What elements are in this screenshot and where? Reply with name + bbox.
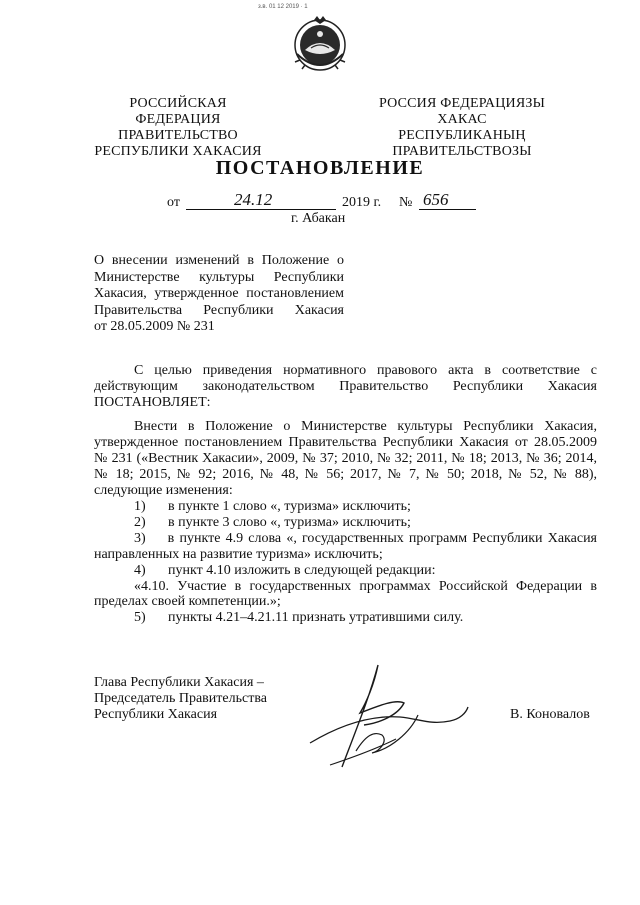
list-item-text: в пункте 4.9 слова «, государственных программ Республики Хакасия направленных на развитие туризма» исключить; xyxy=(94,530,597,562)
position-line-2: Председатель Правительства xyxy=(94,691,267,706)
header-right-line-3: ПРАВИТЕЛЬСТВОЗЫ xyxy=(392,144,532,159)
date-handwritten: 24.12 xyxy=(234,190,273,209)
registration-mark: з.в. 01 12 2019 · 1 xyxy=(258,4,308,10)
handwritten-signature xyxy=(300,655,470,780)
position-line-1: Глава Республики Хакасия – xyxy=(94,675,264,690)
date-prefix: от xyxy=(167,195,180,210)
subject-line-4: Правительства Республики Хакасия xyxy=(94,302,344,318)
signatory-name: В. Коновалов xyxy=(510,707,590,722)
list-item-number: 1) xyxy=(134,499,146,514)
header-russian xyxy=(88,96,268,160)
list-item-text: пункты 4.21–4.21.11 признать утратившими силу. xyxy=(168,610,464,626)
signatory-position xyxy=(94,675,267,723)
list-item-text: в пункте 3 слово «, туризма» исключить; xyxy=(168,514,411,530)
subject-line-3: Хакасия, утвержденное постановлением xyxy=(94,286,344,302)
subject-line-5: от 28.05.2009 № 231 xyxy=(94,319,215,335)
number-handwritten: 656 xyxy=(423,190,449,209)
header-right-line-1: РОССИЯ ФЕДЕРАЦИЯЗЫ xyxy=(378,96,546,111)
header-khakas xyxy=(376,96,548,160)
header-left-line-3: РЕСПУБЛИКИ ХАКАСИЯ xyxy=(94,144,262,159)
list-item-number: 2) xyxy=(134,514,146,530)
list-item xyxy=(94,610,597,626)
list-item-number: 3) xyxy=(134,530,146,546)
list-item-number: 5) xyxy=(134,610,146,626)
body-main-paragraph xyxy=(94,419,597,499)
list-item xyxy=(94,563,597,579)
date-year: 2019 г. xyxy=(342,195,382,210)
changes-list xyxy=(94,499,597,626)
number-sign: № xyxy=(399,195,413,210)
intro-text: С целью приведения нормативного правового акта в соответствие с действующим законодательством Правительство Республики Хакасия ПОСТАНОВЛЯЕТ: xyxy=(94,363,597,410)
main-text: Внести в Положение о Министерстве культуры Республики Хакасия, утвержденное постановлением Правительства Республики Хакасия от 28.05.2009 № 231 («Вестник Хакасии», 2009, № 37; 2010, № 32; 2011, № 18; 2013, № 36; 2014, № 18; 2015, № 92; 2016, № 48, № 56; 2017, № 7, № 50; 2018, № 52, № 88), следующие изменения: xyxy=(94,419,597,498)
header-left-line-2: ПРАВИТЕЛЬСТВО xyxy=(118,128,238,143)
list-item-text: в пункте 1 слово «, туризма» исключить; xyxy=(168,499,411,514)
date-field xyxy=(186,190,336,210)
subject-block xyxy=(94,253,344,336)
city: г. Абакан xyxy=(291,211,346,226)
header-right-line-2: ХАКАС РЕСПУБЛИКАНЫҢ xyxy=(398,112,526,143)
list-item xyxy=(94,515,597,531)
list-item-text: пункт 4.10 изложить в следующей редакции: xyxy=(168,562,436,578)
list-item xyxy=(94,531,597,563)
quoted-clause: «4.10. Участие в государственных программах Российской Федерации в пределах своей компетенции.»; xyxy=(94,578,597,610)
header-left-line-1: РОССИЙСКАЯ ФЕДЕРАЦИЯ xyxy=(129,96,227,127)
body-intro-paragraph xyxy=(94,363,597,411)
number-field xyxy=(419,190,476,210)
list-item xyxy=(94,499,597,515)
document-title: ПОСТАНОВЛЕНИЕ xyxy=(215,157,425,179)
coat-of-arms-emblem xyxy=(291,14,349,74)
position-line-3: Республики Хакасия xyxy=(94,707,218,722)
subject-line-1: О внесении изменений в Положение о xyxy=(94,253,344,268)
subject-line-2: Министерстве культуры Республики xyxy=(94,269,344,285)
list-item-number: 4) xyxy=(134,562,146,578)
